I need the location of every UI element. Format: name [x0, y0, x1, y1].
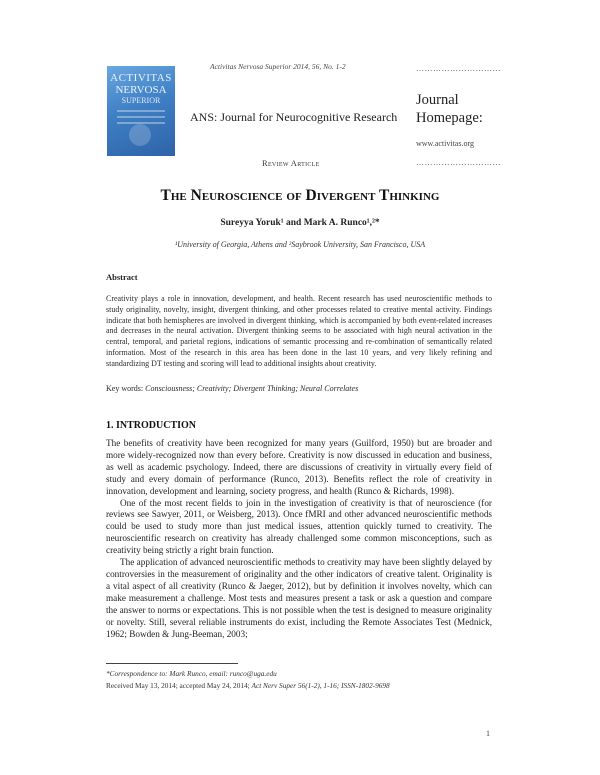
- header-dots-bottom: …………………………: [416, 158, 501, 167]
- cover-title-line2: NERVOSA: [115, 84, 167, 96]
- abstract-text: Creativity plays a role in innovation, development, and health. Recent research has used neuroscientific methods to study originality, novelty, insight, divergent thinking, and other processes related to creative mental activity. Findings indicate that both hemispheres are involved in divergent thinking, which is accompanied by both event-related increases and decreases in the neural activation. Divergent thinking seems to be associated with high neural activation in the central, temporal, and parietal regions, indications of semantic processing and re-combination of semantically related information. Most of the research in this area has been done in the last 10 years, and very likely refining and standardizing DT testing and scoring will lead to additional insights about creativity.: [106, 294, 492, 368]
- homepage-label-line2: Homepage:: [416, 110, 483, 126]
- article-title: The Neuroscience of Divergent Thinking: [160, 187, 440, 204]
- received-dates: Received May 13, 2014; accepted May 24, 2014;: [106, 681, 250, 690]
- paragraph: The application of advanced neuroscientific methods to creativity may have been slightly delayed by controversies in the measurement of originality and the other indicators of creative talent. Originality is a vital aspect of all creativity (Runco & Jaeger, 2012), but by definition it involves novelty, which can make measurement a challenge. Most tests and measures present a task or ask a question and compare the answer to norms or expectations. This is not possible when the test is designed to measure originality or novelty. Still, several reliable instruments do exist, including the Remote Associates Test (Mednick, 1962; Bowden & Jung-Beeman, 2003;: [106, 557, 492, 639]
- introduction-body: [106, 438, 492, 640]
- homepage-label-line1: Journal: [416, 92, 459, 108]
- author-affiliations: ¹University of Georgia, Athens and ²Saybrook University, San Francisco, USA: [174, 240, 426, 249]
- paragraph: One of the most recent fields to join in the investigation of creativity is that of neuroscience (for reviews see Sawyer, 2011, or Weisberg, 2013). Once fMRI and other advanced neuroscientific methods could be used to study more than just medical issues, attention quickly turned to creativity. The neuroscientific research on creativity has already challenged some common misconceptions, such as creativity being strictly a right brain function.: [106, 497, 492, 556]
- journal-citation: Activitas Nervosa Superior 2014, 56, No. 1-2: [210, 62, 346, 71]
- footnote-divider: [106, 663, 238, 664]
- keywords-label: Key words:: [106, 384, 144, 393]
- keywords-line: [106, 384, 358, 393]
- page-number: 1: [486, 729, 490, 738]
- cover-title-line1: ACTIVITAS: [110, 72, 172, 84]
- article-authors: Sureyya Yoruk¹ and Mark A. Runco¹,²*: [220, 218, 380, 228]
- keywords-list: Consciousness; Creativity; Divergent Thinking; Neural Correlates: [145, 384, 359, 393]
- homepage-url[interactable]: www.activitas.org: [416, 139, 474, 148]
- paragraph: The benefits of creativity have been recognized for many years (Guilford, 1950) but are broader and more widely-recognized now than every before. Creativity is now discussed in education and business, as well as academic psychology. Indeed, there are discussions of creativity in virtually every field of study and every domain of performance (Runco, 2013). Benefits reflect the role of creativity in innovation, development and learning, society progress, and health (Runco & Richards, 1998).: [106, 438, 492, 496]
- cover-emblem: [129, 124, 151, 146]
- journal-name: ANS: Journal for Neurocognitive Research: [190, 110, 398, 124]
- abstract-heading: Abstract: [106, 272, 138, 282]
- correspondence-note: *Correspondence to: Mark Runco, email: runco@uga.edu: [106, 669, 277, 678]
- section-heading-introduction: 1. INTRODUCTION: [106, 420, 197, 431]
- journal-issue-citation: Act Nerv Super 56(1-2), 1-16; ISSN-1802-9698: [251, 681, 390, 690]
- received-note: [106, 681, 390, 690]
- article-type: Review Article: [262, 158, 320, 168]
- header-dots-top: …………………………: [416, 64, 501, 73]
- cover-title-line3: SUPERIOR: [121, 96, 161, 105]
- journal-cover-image: [107, 66, 175, 156]
